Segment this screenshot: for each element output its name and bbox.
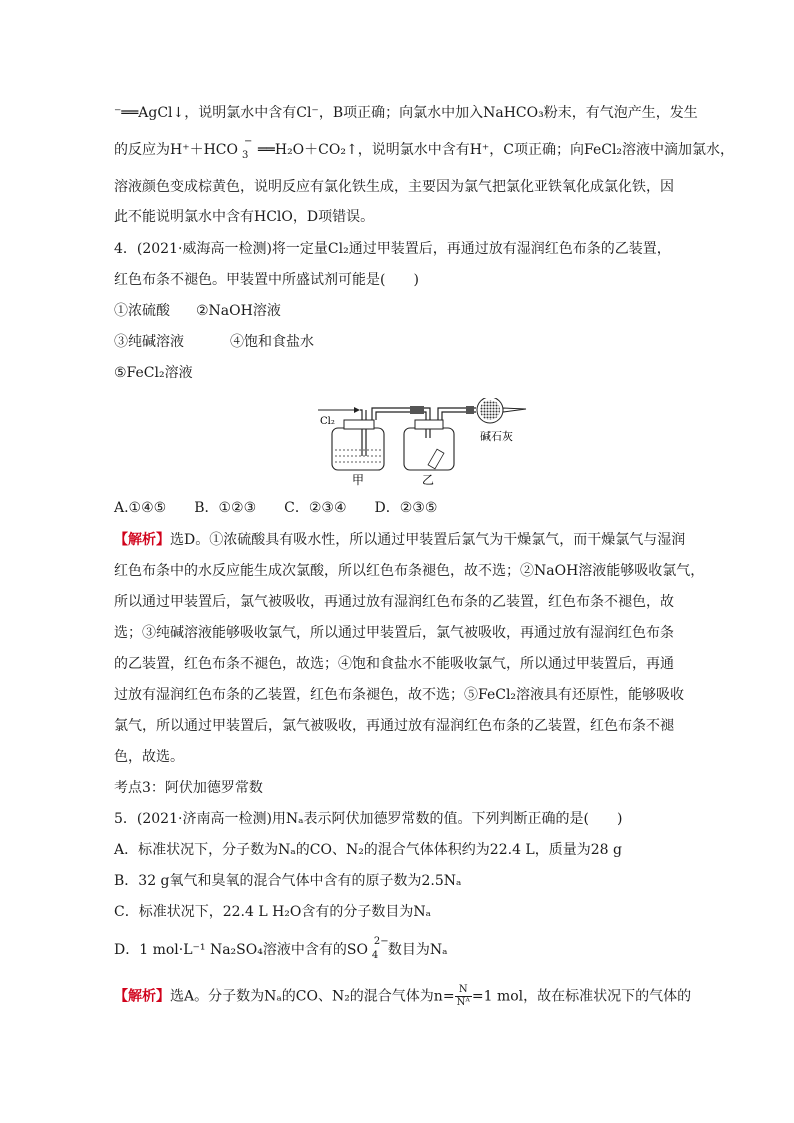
connect-tube-inner — [376, 412, 410, 420]
q4-option-5: ⑤FeCl₂溶液 — [114, 365, 193, 381]
stopper-jia — [344, 420, 374, 429]
q4-option-2: ②NaOH溶液 — [196, 303, 281, 319]
gas-label: Cl₂ — [320, 416, 335, 427]
connect-tube — [372, 408, 410, 420]
q4-analysis-2: 红色布条中的水反应能生成次氯酸，所以红色布条褪色，故不选；②NaOH溶液能够吸收氯气， — [114, 563, 705, 579]
apparatus-diagram — [318, 398, 528, 486]
q4-option-1: ①浓硫酸 — [114, 303, 170, 319]
q4-stem-2: 红色布条不褪色。甲装置中所盛试剂可能是( ) — [114, 272, 419, 288]
red-cloth-strip — [428, 449, 444, 469]
prev-line-1: ⁻══AgCl↓，说明氯水中含有Cl⁻，B项正确；向氯水中加入NaHCO₃粉末，有气泡产生，发生 — [114, 105, 698, 121]
drying-tail — [503, 408, 526, 412]
q4-options-row-2 — [114, 332, 684, 352]
q5-option-c: C．标准状况下，22.4 L H₂O含有的分子数目为Nₐ — [114, 904, 432, 920]
prev-line-2b: ══H₂O＋CO₂↑，说明氯水中含有H⁺，C项正确；向FeCl₂溶液中滴加氯水， — [258, 142, 735, 158]
q5-option-d: D．1 mol·L⁻¹ Na₂SO₄溶液中含有的SO 2− 4 数目为Nₐ — [114, 936, 448, 961]
label-yi: 乙 — [422, 473, 435, 486]
soda-lime-label: 碱石灰 — [480, 430, 513, 443]
q4-analysis-1: 【解析】选D。①浓硫酸具有吸水性，所以通过甲装置后氯气为干燥氯气，而干燥氯气与湿润 — [114, 532, 686, 548]
q4-analysis-3: 所以通过甲装置后，氯气被吸收，再通过放有湿润红色布条的乙装置，红色布条不褪色，故 — [114, 594, 674, 610]
q4-option-4: ④饱和食盐水 — [230, 334, 314, 350]
analysis-tag: 【解析】 — [114, 532, 170, 548]
prev-line-4: 此不能说明氯水中含有HClO，D项错误。 — [114, 209, 375, 225]
inlet-tube — [360, 410, 362, 456]
q4-analysis-4: 选；③纯碱溶液能够吸收氯气，所以通过甲装置后，氯气被吸收，再通过放有湿润红色布条 — [114, 625, 674, 641]
bottle-jia — [332, 428, 384, 470]
q5-stem: 5．(2021·济南高一检测)用Nₐ表示阿伏加德罗常数的值。下列判断正确的是( ) — [114, 811, 623, 827]
q4-analysis-6: 过放有湿润红色布条的乙装置，红色布条褪色，故不选；⑤FeCl₂溶液具有还原性，能够吸收 — [114, 687, 685, 703]
q4-option-3: ③纯碱溶液 — [114, 334, 184, 350]
q5-option-a: A．标准状况下，分子数为Nₐ的CO、N₂的混合气体体积约为22.4 L，质量为28 g — [114, 842, 622, 858]
analysis-tag-q5: 【解析】 — [114, 988, 170, 1005]
q4-stem-1: 4．(2021·威海高一检测)将一定量Cl₂通过甲装置后，再通过放有湿润红色布条的乙装置， — [114, 241, 671, 257]
rubber-joint — [410, 406, 424, 414]
prev-line-2a: 的反应为H⁺＋HCO — [114, 142, 238, 158]
prev-line-3: 溶液颜色变成棕黄色，说明反应有氯化铁生成，主要因为氯气把氯化亚铁氧化成氯化铁，因 — [114, 179, 674, 195]
q4-analysis-7: 氯气，所以通过甲装置后，氯气被吸收，再通过放有湿润红色布条的乙装置，红色布条不褪 — [114, 718, 674, 734]
n-over-na-fraction: $\frac{N}{\text{Nᴬ}}$ — [456, 984, 470, 1008]
soda-lime-fill — [480, 400, 500, 420]
q5-option-b: B．32 g氧气和臭氧的混合气体中含有的原子数为2.5Nₐ — [114, 873, 462, 889]
stopper-yi — [415, 420, 443, 429]
so4-charge: 2− 4 — [371, 936, 389, 961]
q4-choices: A.①④⑤ B．①②③ C．②③④ D．②③⑤ — [114, 500, 438, 516]
hco3-charge: − 3 — [242, 136, 253, 161]
q4-analysis-8: 色，故选。 — [114, 749, 184, 765]
q5-analysis-1: 【解析】选A。分子数为Nₐ的CO、N₂的混合气体为n= $\frac{N}{\text{Nᴬ}}$ =1 mol，故在标准状况下的气体的 — [114, 984, 692, 1008]
q4-options-row-1 — [114, 301, 684, 321]
q4-analysis-5: 的乙装置，红色布条不褪色，故选；④饱和食盐水不能吸收氯气，所以通过甲装置后，再通 — [114, 656, 674, 672]
label-jia: 甲 — [352, 473, 365, 486]
prev-line-2 — [114, 136, 735, 161]
topic-heading: 考点3：阿伏加德罗常数 — [114, 780, 263, 796]
joint-2 — [466, 406, 474, 414]
arrow-head-icon — [354, 407, 360, 413]
